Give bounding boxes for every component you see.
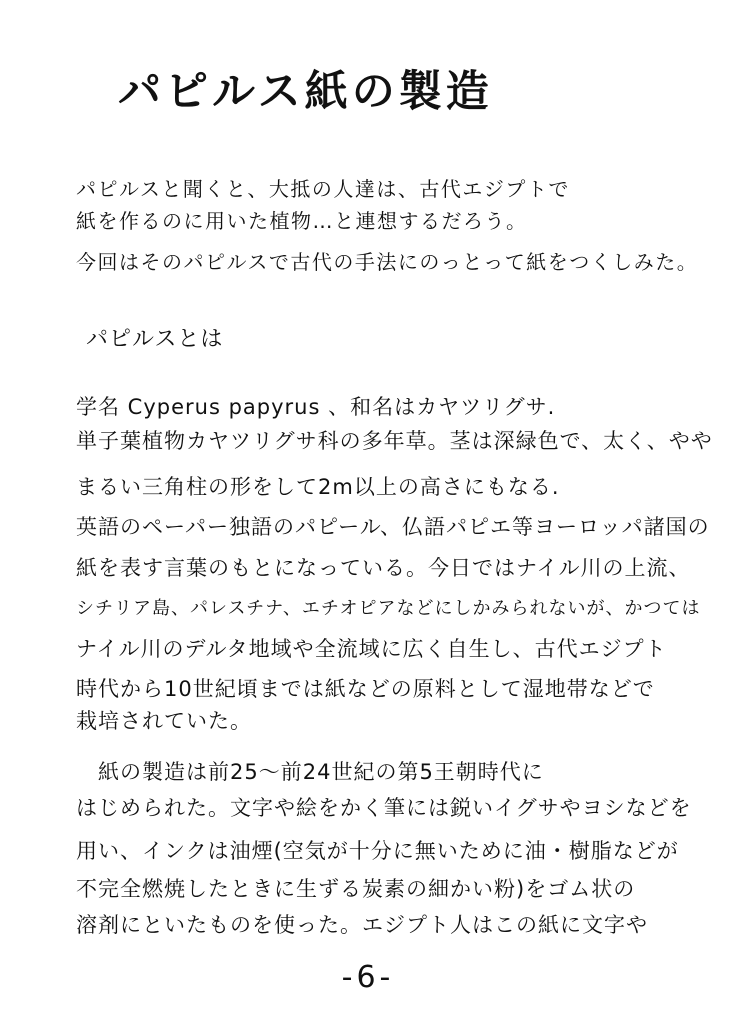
body-line: 単子葉植物カヤツリグサ科の多年草。茎は深緑色で、太く、やや: [76, 429, 713, 453]
body-line: 不完全燃焼したときに生ずる炭素の細かい粉)をゴム状の: [76, 877, 636, 901]
body-line: 時代から10世紀頃までは紙などの原料として湿地帯などで: [76, 677, 655, 701]
page-number: -6-: [341, 960, 395, 995]
body-line: 溶剤にといたものを使った。エジプト人はこの紙に文字や: [76, 913, 648, 937]
body-line: 栽培されていた。: [76, 709, 252, 733]
body-line: 紙を表す言葉のもとになっている。今日ではナイル川の上流、: [76, 556, 691, 580]
body-line: ナイル川のデルタ地域や全流域に広く自生し、古代エジプト: [76, 637, 667, 661]
body-line: 学名 Cyperus papyrus 、和名はカヤツリグサ.: [76, 395, 556, 419]
body-line: 英語のペーパー独語のパピール、仏語パピエ等ヨーロッパ諸国の: [76, 515, 710, 539]
body-line: シチリア島、パレスチナ、エチオピアなどにしかみられないが、かつては: [76, 598, 701, 619]
page-title: パピルス紙の製造: [118, 67, 493, 117]
intro-line: 紙を作るのに用いた植物…と連想するだろう。: [76, 209, 528, 233]
body-line: 用い、インクは油煙(空気が十分に無いために油・樹脂などが: [76, 839, 679, 863]
body-line: はじめられた。文字や絵をかく筆には鋭いイグサやヨシなどを: [76, 796, 692, 820]
intro-line: 今回はそのパピルスで古代の手法にのっとって紙をつくしみた。: [76, 250, 699, 274]
section-heading: パピルスとは: [86, 327, 224, 352]
body-line: まるい三角柱の形をして2m以上の高さにもなる.: [76, 475, 560, 499]
body-line: 紙の製造は前25～前24世紀の第5王朝時代に: [76, 760, 544, 784]
intro-line: パピルスと聞くと、大抵の人達は、古代エジプトで: [76, 177, 570, 201]
